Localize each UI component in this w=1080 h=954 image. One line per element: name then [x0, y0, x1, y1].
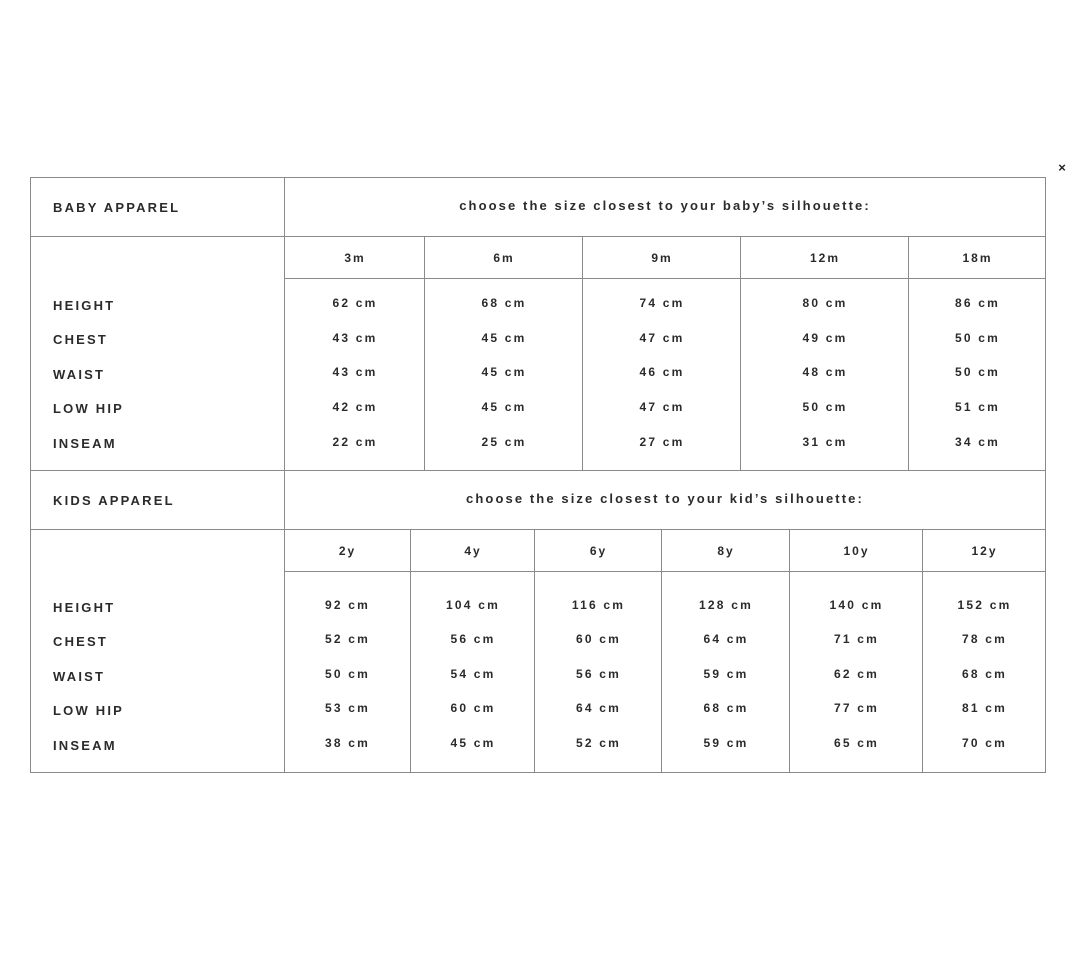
kids-size-column: [661, 529, 790, 773]
size-value: 46 cm: [639, 365, 685, 379]
size-value: 62 cm: [833, 667, 880, 681]
kids-section-subtitle: choose the size closest to your kid’s silhouette:: [466, 491, 864, 506]
size-value: 62 cm: [332, 296, 378, 310]
size-value: 86 cm: [954, 296, 1001, 310]
baby-size-column: [908, 236, 1046, 470]
size-header: 2y: [285, 529, 410, 572]
baby-section-subtitle: choose the size closest to your baby’s silhouette:: [459, 198, 871, 213]
size-value: 54 cm: [450, 667, 496, 681]
close-icon[interactable]: ×: [1058, 160, 1066, 175]
size-value: 42 cm: [332, 400, 378, 414]
size-value: 45 cm: [481, 331, 527, 345]
baby-size-column: [740, 236, 909, 470]
size-value: 56 cm: [575, 667, 622, 681]
size-value: 68 cm: [961, 667, 1008, 681]
baby-section-title: BABY APPAREL: [53, 200, 181, 215]
size-value: 128 cm: [699, 598, 753, 612]
baby-apparel-section: [31, 178, 1045, 470]
size-value: 50 cm: [324, 667, 371, 681]
size-value: 68 cm: [703, 701, 749, 715]
size-value: 60 cm: [450, 701, 496, 715]
size-value: 43 cm: [332, 365, 378, 379]
size-value: 78 cm: [961, 632, 1008, 646]
size-value: 50 cm: [802, 400, 848, 414]
kids-size-column: [789, 529, 923, 773]
baby-row-label-height: HEIGHT: [53, 298, 116, 313]
size-value: 74 cm: [639, 296, 685, 310]
size-value: 22 cm: [332, 435, 378, 449]
size-header: 12y: [923, 529, 1046, 572]
size-value: 152 cm: [957, 598, 1012, 612]
kids-size-column: [285, 529, 410, 773]
size-value: 53 cm: [324, 701, 371, 715]
size-value: 52 cm: [324, 632, 371, 646]
size-value: 48 cm: [802, 365, 848, 379]
kids-size-column: [534, 529, 662, 773]
size-value: 140 cm: [829, 598, 884, 612]
kids-size-column: [410, 529, 535, 773]
size-value: 59 cm: [703, 736, 749, 750]
size-value: 64 cm: [703, 632, 749, 646]
size-header: 18m: [909, 236, 1046, 279]
size-header: 6m: [425, 236, 583, 279]
size-value: 27 cm: [639, 435, 685, 449]
size-value: 59 cm: [703, 667, 749, 681]
size-value: 64 cm: [575, 701, 622, 715]
size-value: 49 cm: [802, 331, 848, 345]
size-value: 80 cm: [802, 296, 848, 310]
kids-size-column: [922, 529, 1046, 773]
size-value: 77 cm: [833, 701, 880, 715]
size-value: 52 cm: [575, 736, 622, 750]
size-header: 10y: [790, 529, 923, 572]
size-value: 47 cm: [639, 331, 685, 345]
size-value: 60 cm: [575, 632, 622, 646]
size-value: 81 cm: [961, 701, 1008, 715]
baby-size-column: [424, 236, 583, 470]
size-value: 34 cm: [954, 435, 1001, 449]
baby-row-label-inseam: INSEAM: [53, 436, 117, 451]
size-header: 3m: [285, 236, 425, 279]
kids-row-label-low-hip: LOW HIP: [53, 703, 125, 718]
size-value: 92 cm: [324, 598, 371, 612]
size-header: 8y: [662, 529, 790, 572]
size-header: 4y: [411, 529, 535, 572]
size-value: 45 cm: [481, 365, 527, 379]
kids-header-row: [31, 471, 1045, 530]
size-header: 12m: [741, 236, 909, 279]
size-value: 47 cm: [639, 400, 685, 414]
size-value: 51 cm: [954, 400, 1001, 414]
size-header: 9m: [583, 236, 741, 279]
kids-row-label-waist: WAIST: [53, 669, 106, 684]
kids-row-label-inseam: INSEAM: [53, 738, 117, 753]
baby-row-label-chest: CHEST: [53, 332, 109, 347]
kids-section-title: KIDS APPAREL: [53, 493, 175, 508]
size-value: 70 cm: [961, 736, 1008, 750]
baby-header-row: [31, 178, 1045, 237]
baby-row-label-waist: WAIST: [53, 367, 106, 382]
kids-row-label-chest: CHEST: [53, 634, 109, 649]
size-value: 25 cm: [481, 435, 527, 449]
baby-size-column: [582, 236, 741, 470]
size-value: 31 cm: [802, 435, 848, 449]
size-value: 45 cm: [481, 400, 527, 414]
baby-size-column: [285, 236, 425, 470]
size-value: 38 cm: [324, 736, 371, 750]
size-value: 50 cm: [954, 365, 1001, 379]
size-header: 6y: [535, 529, 662, 572]
size-value: 43 cm: [332, 331, 378, 345]
size-value: 50 cm: [954, 331, 1001, 345]
size-value: 68 cm: [481, 296, 527, 310]
size-value: 104 cm: [446, 598, 500, 612]
size-value: 71 cm: [833, 632, 880, 646]
size-value: 65 cm: [833, 736, 880, 750]
baby-row-label-low-hip: LOW HIP: [53, 401, 125, 416]
kids-row-label-height: HEIGHT: [53, 600, 116, 615]
size-chart: [30, 177, 1046, 773]
size-value: 56 cm: [450, 632, 496, 646]
size-value: 116 cm: [571, 598, 626, 612]
size-value: 45 cm: [450, 736, 496, 750]
kids-apparel-section: [31, 470, 1045, 773]
